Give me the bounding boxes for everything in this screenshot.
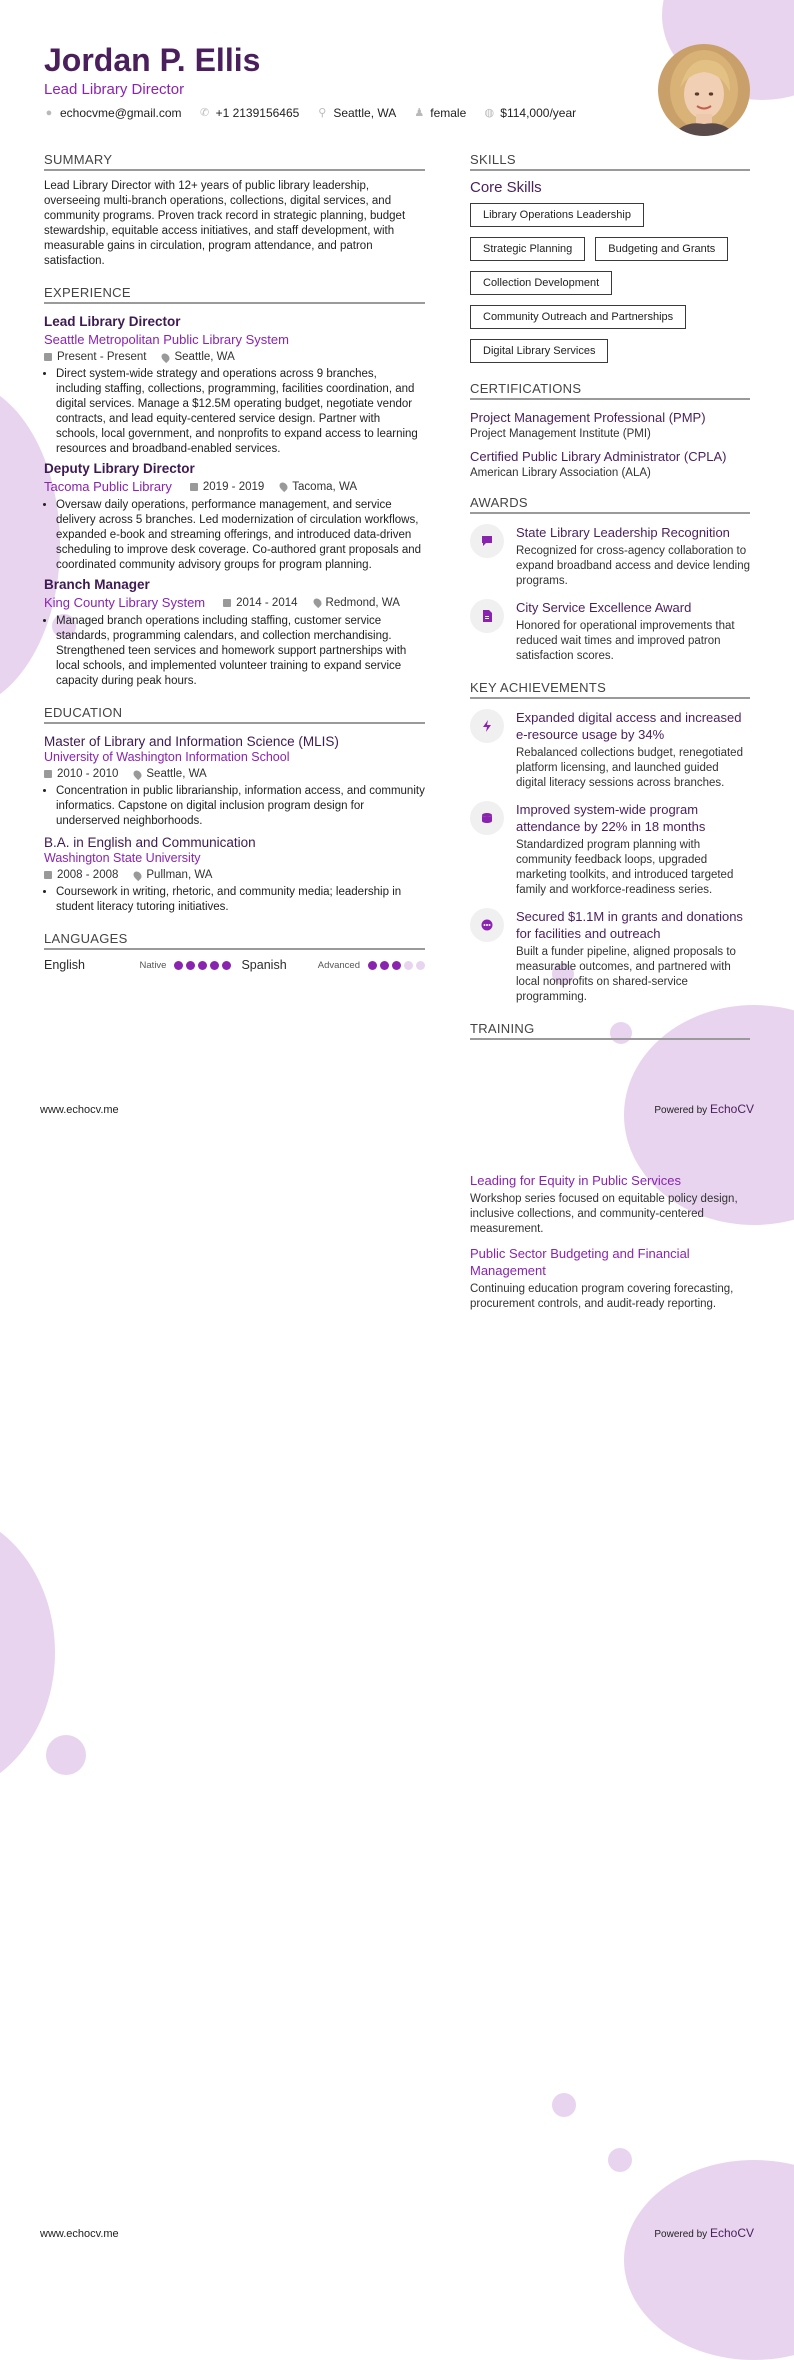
job-company-meta <box>44 595 425 610</box>
achievements-heading: KEY ACHIEVEMENTS <box>470 680 750 699</box>
achievement-desc: Rebalanced collections budget, renegotiated platform licensing, and launched guided digital literacy sessions across branches. <box>516 747 743 789</box>
contact-row <box>44 106 576 120</box>
skill-tag: Digital Library Services <box>470 339 608 363</box>
contact-salary <box>484 106 576 120</box>
summary-text: Lead Library Director with 12+ years of public library leadership, overseeing multi-branch operations, collections, digital services, and community programs. Proven track record in strategic planning, budget stewardship, equitable access initiatives, and staff development, with measurable gains in circulation, program attendance, and patron satisfaction. <box>44 180 406 267</box>
language-dots <box>174 961 231 970</box>
location-pin-icon <box>311 597 322 608</box>
job-dates: Present - Present <box>57 351 147 363</box>
footer-powered <box>654 2226 754 2240</box>
resume-header <box>44 40 764 150</box>
degree-title: Master of Library and Information Science (MLIS) <box>44 734 339 749</box>
edu-dates: 2008 - 2008 <box>57 869 119 881</box>
brand-logo: EchoCV <box>709 1102 754 1116</box>
training-heading: TRAINING <box>470 1021 750 1040</box>
achievement-title: Improved system-wide program attendance by 22% in 18 months <box>516 802 706 834</box>
languages-heading: LANGUAGES <box>44 931 425 950</box>
calendar-icon <box>190 483 198 491</box>
chat-icon <box>470 524 504 558</box>
school-name: Washington State University <box>44 851 201 865</box>
person-icon: ♟ <box>414 107 425 119</box>
training-list <box>470 1162 750 1312</box>
job-location: Redmond, WA <box>325 596 400 609</box>
achievement-title: Expanded digital access and increased e-resource usage by 34% <box>516 710 742 742</box>
footer-powered <box>654 1102 754 1116</box>
location-pin-icon <box>132 869 143 880</box>
skill-tag: Collection Development <box>470 271 612 295</box>
decor-blob <box>608 2148 632 2172</box>
education-entry <box>44 835 425 915</box>
award-desc: Honored for operational improvements that reduced wait times and improved patron satisfaction scores. <box>516 620 735 662</box>
education-entry <box>44 734 425 829</box>
job-bullet: • Direct system-wide strategy and operations across 9 branches, including staffing, collections, programming, facilities coordination, and digital services. Manage a $12.5M operating budget, negotiate vendor contracts, and lead equity-centered service design. Partner with schools, local government, and nonprofits to expand access to learning resources and broadband-enabled services. <box>56 367 425 457</box>
experience-heading: EXPERIENCE <box>44 285 425 304</box>
summary-heading: SUMMARY <box>44 152 425 171</box>
candidate-name: Jordan P. Ellis <box>44 42 261 78</box>
job-title: Deputy Library Director <box>44 461 195 476</box>
language-item <box>44 958 231 972</box>
calendar-icon <box>223 599 231 607</box>
footer-site[interactable]: www.echocv.me <box>40 1104 119 1116</box>
school-name: University of Washington Information School <box>44 750 290 764</box>
decor-blob <box>552 2093 576 2117</box>
job-dates: 2019 - 2019 <box>202 480 265 493</box>
award-title: City Service Excellence Award <box>516 600 692 615</box>
job-company-meta <box>44 479 425 494</box>
more-icon <box>470 908 504 942</box>
edu-location: Pullman, WA <box>146 869 213 881</box>
location-pin-icon: ⚲ <box>318 107 327 119</box>
proficiency-dot <box>416 961 425 970</box>
job-dates: 2014 - 2014 <box>236 596 298 609</box>
cert-name: Project Management Professional (PMP) <box>470 410 706 425</box>
award-item <box>470 524 750 589</box>
edu-bullet: • Coursework in writing, rhetoric, and community media; leadership in student literacy tutoring initiatives. <box>56 885 425 915</box>
contact-email[interactable] <box>44 106 182 120</box>
skill-tags <box>470 203 750 363</box>
calendar-icon <box>44 770 52 778</box>
right-column <box>470 152 750 1040</box>
proficiency-dot <box>186 961 195 970</box>
awards-heading: AWARDS <box>470 495 750 514</box>
calendar-icon <box>44 871 52 879</box>
language-level: Native <box>139 959 167 971</box>
edu-dates: 2010 - 2010 <box>57 768 119 780</box>
job-location: Tacoma, WA <box>292 480 358 493</box>
location-pin-icon <box>160 351 171 362</box>
coin-icon: ◍ <box>484 107 495 119</box>
proficiency-dot <box>210 961 219 970</box>
contact-phone[interactable] <box>200 106 300 120</box>
company-name: Seattle Metropolitan Public Library System <box>44 332 289 347</box>
proficiency-dot <box>174 961 183 970</box>
job-bullets <box>44 614 425 689</box>
degree-title: B.A. in English and Communication <box>44 835 256 850</box>
candidate-title: Lead Library Director <box>44 81 185 98</box>
decor-blob <box>46 1735 86 1775</box>
language-dots <box>368 961 425 970</box>
skill-tag: Strategic Planning <box>470 237 585 261</box>
education-heading: EDUCATION <box>44 705 425 724</box>
job-bullet: • Oversaw daily operations, performance management, and service delivery across 5 branches. Led modernization of circulation workflows, expanded e-book and streaming offerings, and introduced data-driven scheduling to improve desk coverage. Co-authored grant proposals and coordinated community advisory groups for program planning. <box>56 498 425 573</box>
experience-entry <box>44 577 425 689</box>
edu-meta <box>44 768 425 780</box>
achievement-desc: Standardized program planning with community feedback loops, upgraded marketing toolkits, and introduced targeted family and workforce-readiness series. <box>516 839 734 896</box>
edu-location: Seattle, WA <box>146 768 207 780</box>
location-pin-icon <box>132 768 143 779</box>
job-meta <box>44 351 425 363</box>
location-text: Seattle, WA <box>333 106 397 120</box>
achievement-desc: Built a funder pipeline, aligned proposals to measurable outcomes, and partnered with local nonprofits on shared-service programming. <box>516 946 736 1003</box>
contact-location <box>317 106 396 120</box>
profile-photo <box>658 44 750 136</box>
email-text: echocvme@gmail.com <box>60 106 182 120</box>
languages-row <box>44 958 425 972</box>
language-item <box>241 958 425 972</box>
language-level: Advanced <box>317 959 360 971</box>
gender-text: female <box>430 106 467 120</box>
cert-name: Certified Public Library Administrator (CPLA) <box>470 449 727 464</box>
job-location: Seattle, WA <box>174 351 235 363</box>
job-title: Branch Manager <box>44 577 150 592</box>
company-name: Tacoma Public Library <box>44 479 172 494</box>
training-title: Public Sector Budgeting and Financial Management <box>470 1246 690 1278</box>
bolt-icon <box>470 709 504 743</box>
phone-text: +1 2139156465 <box>215 106 300 120</box>
edu-bullets <box>44 885 425 915</box>
calendar-icon <box>44 353 52 361</box>
job-bullet: • Managed branch operations including staffing, customer service standards, programming calendars, and collection merchandising. Strengthened teen services and homework support partnerships with local schools, and implemented volunteer training to expand service capacity during peak hours. <box>56 614 425 689</box>
training-desc: Continuing education program covering forecasting, procurement controls, and audit-ready reporting. <box>470 1283 734 1310</box>
skill-tag: Budgeting and Grants <box>595 237 728 261</box>
achievement-title: Secured $1.1M in grants and donations for facilities and outreach <box>516 909 743 941</box>
achievement-item <box>470 709 750 791</box>
edu-bullet: • Concentration in public librarianship, information access, and community informatics. Capstone on digital inclusion program design for underserved neighborhoods. <box>56 784 425 829</box>
footer-site[interactable]: www.echocv.me <box>40 2228 119 2240</box>
contact-gender <box>414 106 466 120</box>
powered-by-text: Powered by <box>654 1105 708 1116</box>
skills-heading: SKILLS <box>470 152 750 171</box>
certifications-heading: CERTIFICATIONS <box>470 381 750 400</box>
job-bullets <box>44 498 425 573</box>
award-item <box>470 599 750 664</box>
edu-meta <box>44 869 425 881</box>
proficiency-dot <box>392 961 401 970</box>
proficiency-dot <box>368 961 377 970</box>
powered-by-text: Powered by <box>654 2229 708 2240</box>
email-icon: ● <box>45 107 53 119</box>
job-title: Lead Library Director <box>44 314 181 329</box>
database-icon <box>470 801 504 835</box>
proficiency-dot <box>380 961 389 970</box>
skill-tag: Library Operations Leadership <box>470 203 644 227</box>
cert-org: American Library Association (ALA) <box>470 467 651 479</box>
core-skills-heading: Core Skills <box>470 179 542 196</box>
proficiency-dot <box>222 961 231 970</box>
company-name: King County Library System <box>44 595 206 610</box>
location-pin-icon <box>278 481 289 492</box>
phone-icon: ✆ <box>199 107 210 119</box>
award-title: State Library Leadership Recognition <box>516 525 730 540</box>
achievement-item <box>470 908 750 1005</box>
training-title: Leading for Equity in Public Services <box>470 1173 682 1188</box>
document-icon <box>470 599 504 633</box>
skill-tag: Community Outreach and Partnerships <box>470 305 686 329</box>
language-name: English <box>44 958 85 972</box>
edu-bullets <box>44 784 425 829</box>
salary-text: $114,000/year <box>500 106 577 120</box>
left-column <box>44 152 425 972</box>
decor-blob <box>624 2160 794 2360</box>
proficiency-dot <box>404 961 413 970</box>
achievement-item <box>470 801 750 898</box>
cert-org: Project Management Institute (PMI) <box>470 428 651 440</box>
training-desc: Workshop series focused on equitable policy design, inclusive collections, and community-centered measurement. <box>470 1193 738 1235</box>
experience-entry <box>44 461 425 573</box>
award-desc: Recognized for cross-agency collaboration to expand broadband access and device lending programs. <box>516 545 751 587</box>
job-bullets <box>44 367 425 457</box>
brand-logo: EchoCV <box>709 2226 754 2240</box>
experience-entry <box>44 314 425 457</box>
proficiency-dot <box>198 961 207 970</box>
language-name: Spanish <box>241 958 287 972</box>
